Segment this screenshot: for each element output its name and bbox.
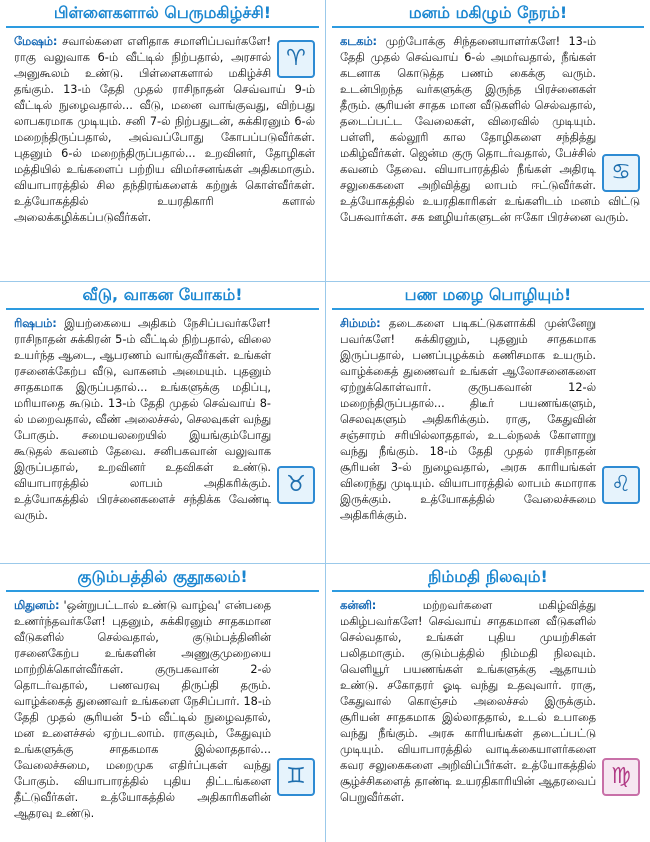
panel-title: நிம்மதி நிலவும்! [428,566,548,586]
virgo-maiden-icon: ♍ [602,758,640,796]
panel-body [0,592,325,822]
zodiac-sign-label: சிம்மம்: [340,317,381,330]
panel-title: பண மழை பொழியும்! [404,284,572,304]
panel-title: வீடு, வாகன யோகம்! [82,284,243,304]
zodiac-sign-label: கடகம்: [340,35,378,48]
panel-rishabam [0,282,325,563]
panel-simmam [326,282,650,563]
panel-mithunam [0,564,325,842]
panel-body [326,310,650,524]
horoscope-text: தடைகளை படிகட்டுகளாக்கி முன்னேறு பவர்களே! சுக்கிரனும், புதனும் சாதகமாக இருப்பதால், பணப்புழக்கம் கணிசமாக உயரும். வாழ்க்கைத் துணைவர் உங்கள் ஆலோசனைகளை ஏற்றுக்கொள்வார். குருபகவான் 12-ல் மறைந்திருப்பதால்... திடீர் பயணங்களும், செலவுகளும் அதிகரிக்கும். ராகு, கேதுவின் சஞ்சாரம் சரியில்லாததால், உடல்நலக் கோளாறு வந்து நீங்கும். 18-ம் தேதி முதல் ராசிநாதன் சூரியன் 3-ல் நுழைவதால், அரசு காரியங்கள் விரைந்து முடியும். வியாபாரத்தில் லாபம் சுமாராக இருக்கும். உத்யோகத்தில் வேலைச்சுமை அதிகரிக்கும். [340,317,596,522]
leo-lion-icon: ♌ [602,466,640,504]
panel-title: பிள்ளைகளால் பெருமகிழ்ச்சி! [53,2,272,22]
aries-ram-icon: ♈ [277,40,315,78]
zodiac-sign-label: ரிஷபம்: [14,317,57,330]
horoscope-text: முற்போக்கு சிந்தனையாளர்களே! 13-ம் தேதி முதல் செவ்வாய் 6-ல் அமர்வதால், நீங்கள் கடனாக கொடுத்த பணம் கைக்கு வரும். உடன்பிறந்த வர்களுக்கு இருந்த பிரச்னைகள் தீரும். சூரியன் சாதக மான வீடுகளில் செல்வதால், தடைப்பட்ட வேலைகள், விரைவில் முடியும். பள்ளி, கல்லூரி கால தோழிகளை சந்தித்து மகிழ்வீர்கள். ஜென்ம குரு தொடர்வதால், பேச்சில் கவனம் தேவை. வியாபாரத்தில் நீங்கள் அதிரடி சலுகைகளை அறிவித்து லாபம் ஈட்டுவீர்கள். உத்யோகத்தில் உயரதிகாரிகள் உங்களிடம் மனம் விட்டு பேசுவார்கள். சக ஊழியர்களுடன் ஈகோ பிரச்னை வரும். [340,35,640,224]
horoscope-text: இயற்கையை அதிகம் நேசிப்பவர்களே! ராசிநாதன் சுக்கிரன் 5-ம் வீட்டில் நிற்பதால், விலை உயர்ந்த ஆடை, ஆபரணம் வாங்குவீர்கள். உங்கள் ரசனைக்கேற்ப வீடு, வாகனம் அமையும். புதனும் சாதகமாக இருப்பதால்... உங்களுக்கு மதிப்பு, மரியாதை கூடும். 13-ம் தேதி முதல் செவ்வாய் 8-ல் மறைவதால், வீண் அலைச்சல், செலவுகள் வந்து போகும். சமையலறையில் இயங்கும்போது கூடுதல் கவனம் தேவை. சனிபகவான் வலுவாக இருப்பதால், உறவினர் உதவிகள் உண்டு. வியாபாரத்தில் லாபம் அதிகரிக்கும். உத்யோகத்தில் பிரச்னைகளைச் சந்திக்க வேண்டி வரும். [14,317,272,522]
gemini-twins-icon: ♊ [277,758,315,796]
horoscope-text: சவால்களை எளிதாக சமாளிப்பவர்களே! ராகு வலுவாக 6-ம் வீட்டில் நிற்பதால், அரசால் அனுகூலம் உண்டு. பிள்ளைகளால் மகிழ்ச்சி தங்கும். 13-ம் தேதி முதல் ராசிநாதன் செவ்வாய் 9-ம் வீட்டில் நுழைவதால்... வீடு, மனை வாங்குவது, விற்பது லாபகரமாக முடியும். சனி 7-ல் நிற்பதுடன், சுக்கிரனும் 6-ல் மறைந்திருப்பதால், அவ்வப்போது கோபப்படுவீர்கள். புதனும் 6-ல் மறைந்திருப்பதால்... உறவினர், தோழிகள் மத்தியில் உங்களைப் பற்றிய விமர்சனங்கள் அதிகமாகும். வியாபாரத்தில் சில தந்திரங்களைக் கற்றுக் கொள்வீர்கள். உத்யோகத்தில் உயரதிகாரி களால் அலைக்கழிக்கப்படுவீர்கள். [14,35,315,224]
cancer-crab-icon: ♋ [602,154,640,192]
panel-title: குடும்பத்தில் குதூகலம்! [77,566,248,586]
zodiac-sign-label: மிதுனம்: [14,599,60,612]
panel-mesham [0,0,325,281]
panel-body [0,28,325,226]
zodiac-sign-label: கன்னி: [340,599,377,612]
panel-body [326,28,650,226]
zodiac-sign-label: மேஷம்: [14,35,58,48]
horoscope-text: 'ஒன்றுபட்டால் உண்டு வாழ்வு' என்பதை உணர்ந்தவர்களே! புதனும், சுக்கிரனும் சாதகமான வீடுகளில் செல்வதால், குடும்பத்தினின் ரசனைகேற்ப உங்களின் அணுகுமுறையை மாற்றிக்கொள்வீர்கள். குருபகவான் 2-ல் தொடர்வதால், பணவரவு திருப்தி தரும். வாழ்க்கைத் துணைவர் உங்களை நேசிப்பார். 18-ம் தேதி முதல் சூரியன் 5-ம் வீட்டில் நுழைவதால், மன உளைச்சல் ஏற்படலாம். ராகுவும், கேதுவும் உங்களுக்கு சாதகமாக இல்லாததால்... வேலைச்சுமை, மறைமுக எதிர்ப்புகள் வந்து போகும். வியாபாரத்தில் புதிய திட்டங்களை தீட்டுவீர்கள். உத்யோகத்தில் அதிகாரிகளின் ஆதரவு உண்டு. [14,599,271,820]
panel-body [326,592,650,806]
panel-kanni [326,564,650,842]
panel-title: மனம் மகிழும் நேரம்! [408,2,568,22]
taurus-bull-icon: ♉ [277,466,315,504]
panel-body [0,310,325,524]
panel-kadagam [326,0,650,281]
horoscope-text: மற்றவர்களை மகிழ்வித்து மகிழ்பவர்களே! செவ்வாய் சாதகமான வீடுகளில் செல்வதால், உங்கள் புதிய முயற்சிகள் பலிதமாகும். குடும்பத்தில் நிம்மதி நிலவும். வெளியூர் பயணங்கள் உங்களுக்கு ஆதாயம் உண்டு. சகோதரர் ஓடி வந்து உதவுவார். ராகு, கேதுவால் கொஞ்சம் அலைச்சல் இருக்கும். சூரியன் சாதகமாக இல்லாததால், உடல் உபாதை வந்து நீங்கும். அரசு காரியங்கள் தடைப்பட்டு முடியும். வியாபாரத்தில் வாடிக்கையாளர்களை கவர சலுகைகளை அறிவிப்பீர்கள். உத்யோகத்தில் சூழ்ச்சிகளைத் தாண்டி உயரதிகாரியின் ஆதரவைப் பெறுவீர்கள். [340,599,597,804]
